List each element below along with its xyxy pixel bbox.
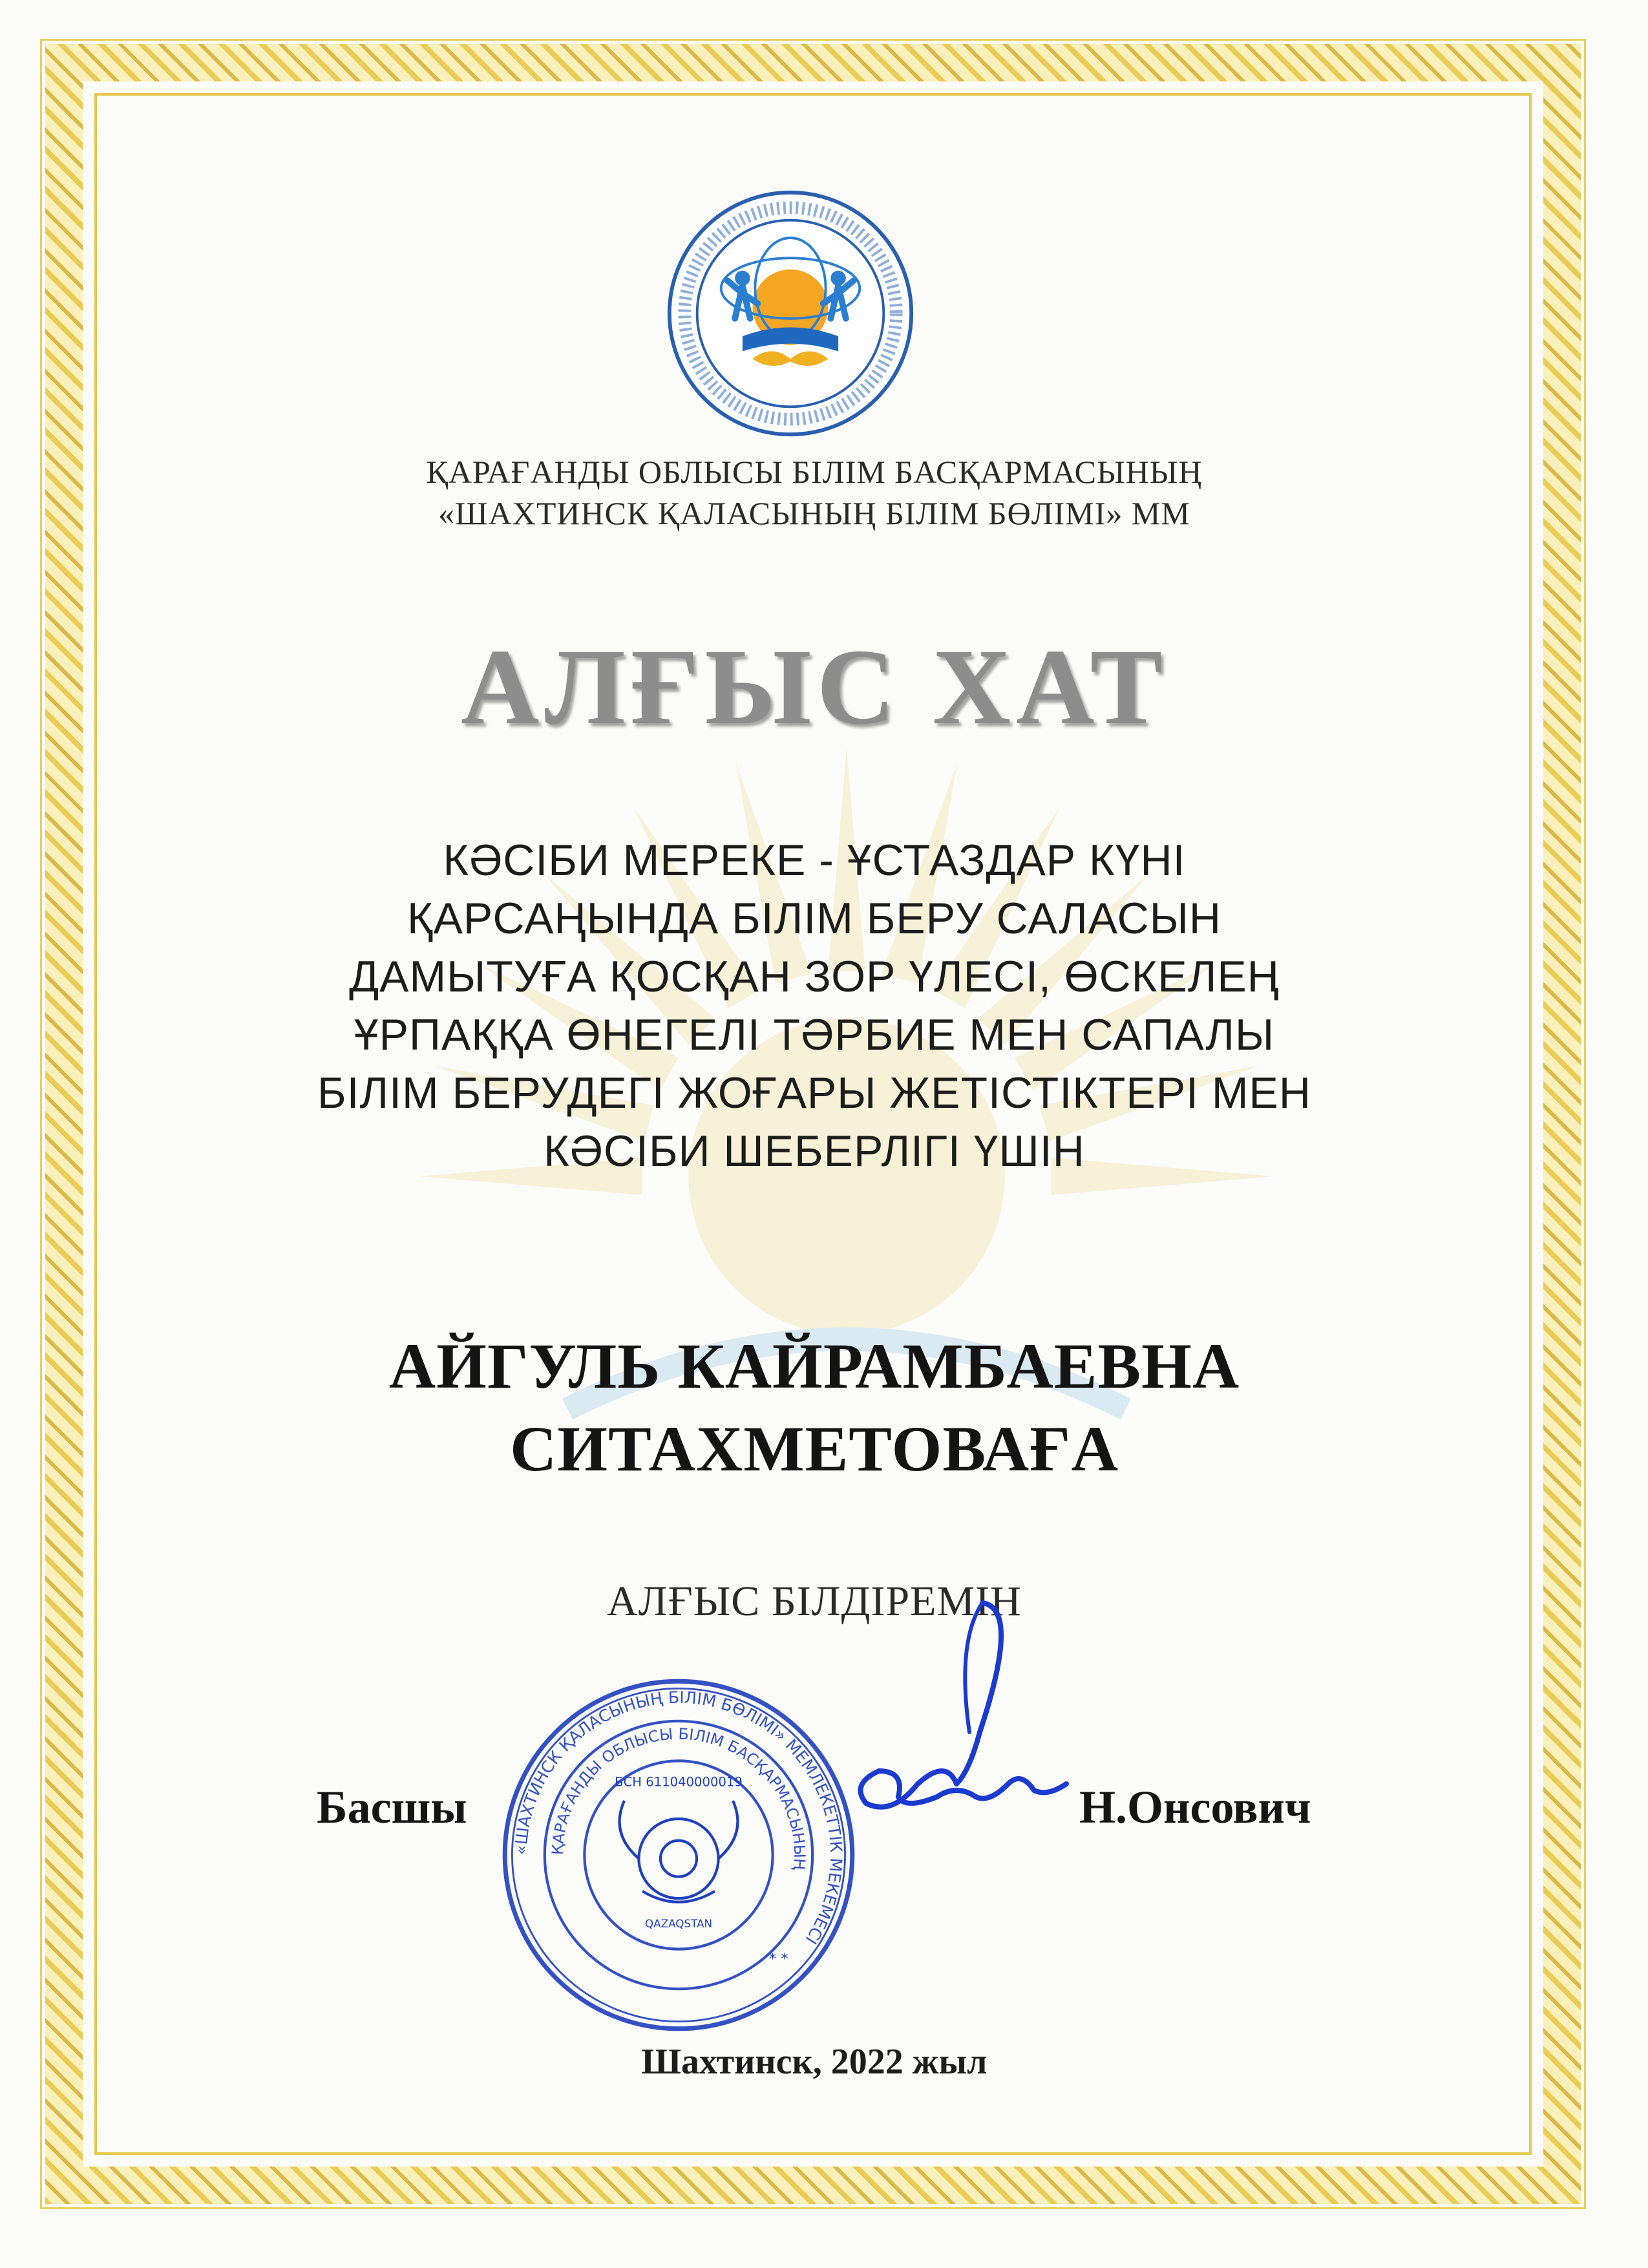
svg-text:ҚАРАҒАНДЫ ОБЛЫСЫ БІЛІМ БАСҚАРМ xyxy=(549,1725,809,1871)
signatory-position: Басшы xyxy=(317,1781,467,1833)
place-and-year: Шахтинск, 2022 жыл xyxy=(641,2042,988,2082)
citation-line: ҚАРСАҢЫНДА БІЛІМ БЕРУ САЛАСЫН xyxy=(407,894,1222,943)
stamp-bin-text: БСН 611040000019 xyxy=(615,1774,743,1790)
handwritten-signature xyxy=(827,1590,1086,1861)
recipient-name-line-2: СИТАХМЕТОВАҒА xyxy=(510,1413,1119,1485)
document-title: АЛҒЫС ХАТ xyxy=(461,627,1168,747)
org-name-line-2: «ШАХТИНСК ҚАЛАСЫНЫҢ БІЛІМ БӨЛІМІ» ММ xyxy=(438,495,1190,531)
citation-line: ДАМЫТУҒА ҚОСҚАН ЗОР ҮЛЕСІ, ӨСКЕЛЕҢ xyxy=(349,952,1280,1001)
citation-line: КӘСІБИ ШЕБЕРЛІГІ ҮШІН xyxy=(544,1127,1085,1176)
recipient-name xyxy=(97,1325,1532,1490)
citation-text xyxy=(97,831,1532,1180)
thanks-phrase: АЛҒЫС БІЛДІРЕМІН xyxy=(607,1578,1022,1625)
signatory-name: Н.Онсович xyxy=(1079,1781,1311,1833)
citation-line: КӘСІБИ МЕРЕКЕ - ҰСТАЗДАР КҮНІ xyxy=(443,836,1186,885)
recipient-name-line-1: АЙГУЛЬ КАЙРАМБАЕВНА xyxy=(388,1330,1240,1402)
svg-text:* *: * * xyxy=(769,1951,788,1967)
official-stamp-icon xyxy=(498,1674,860,2036)
department-logo-icon xyxy=(664,187,916,440)
citation-line: ҰРПАҚҚА ӨНЕГЕЛІ ТӘРБИЕ МЕН САПАЛЫ xyxy=(354,1010,1275,1059)
org-name-line-1: ҚАРАҒАНДЫ ОБЛЫСЫ БІЛІМ БАСҚАРМАСЫНЫҢ xyxy=(426,454,1203,490)
stamp-ring-inner-text: ҚАРАҒАНДЫ ОБЛЫСЫ БІЛІМ БАСҚАРМАСЫНЫҢ xyxy=(548,1724,809,1871)
stamp-emblem-text: QAZAQSTAN xyxy=(644,1917,713,1930)
citation-line: БІЛІМ БЕРУДЕГІ ЖОҒАРЫ ЖЕТІСТІКТЕРІ МЕН xyxy=(317,1068,1311,1118)
stamp-ring-outer-text: «ШАХТИНСК ҚАЛАСЫНЫҢ БІЛІМ БӨЛІМІ» МЕМЛЕКЕТТІК МЕКЕМЕСІ xyxy=(511,1688,846,1948)
